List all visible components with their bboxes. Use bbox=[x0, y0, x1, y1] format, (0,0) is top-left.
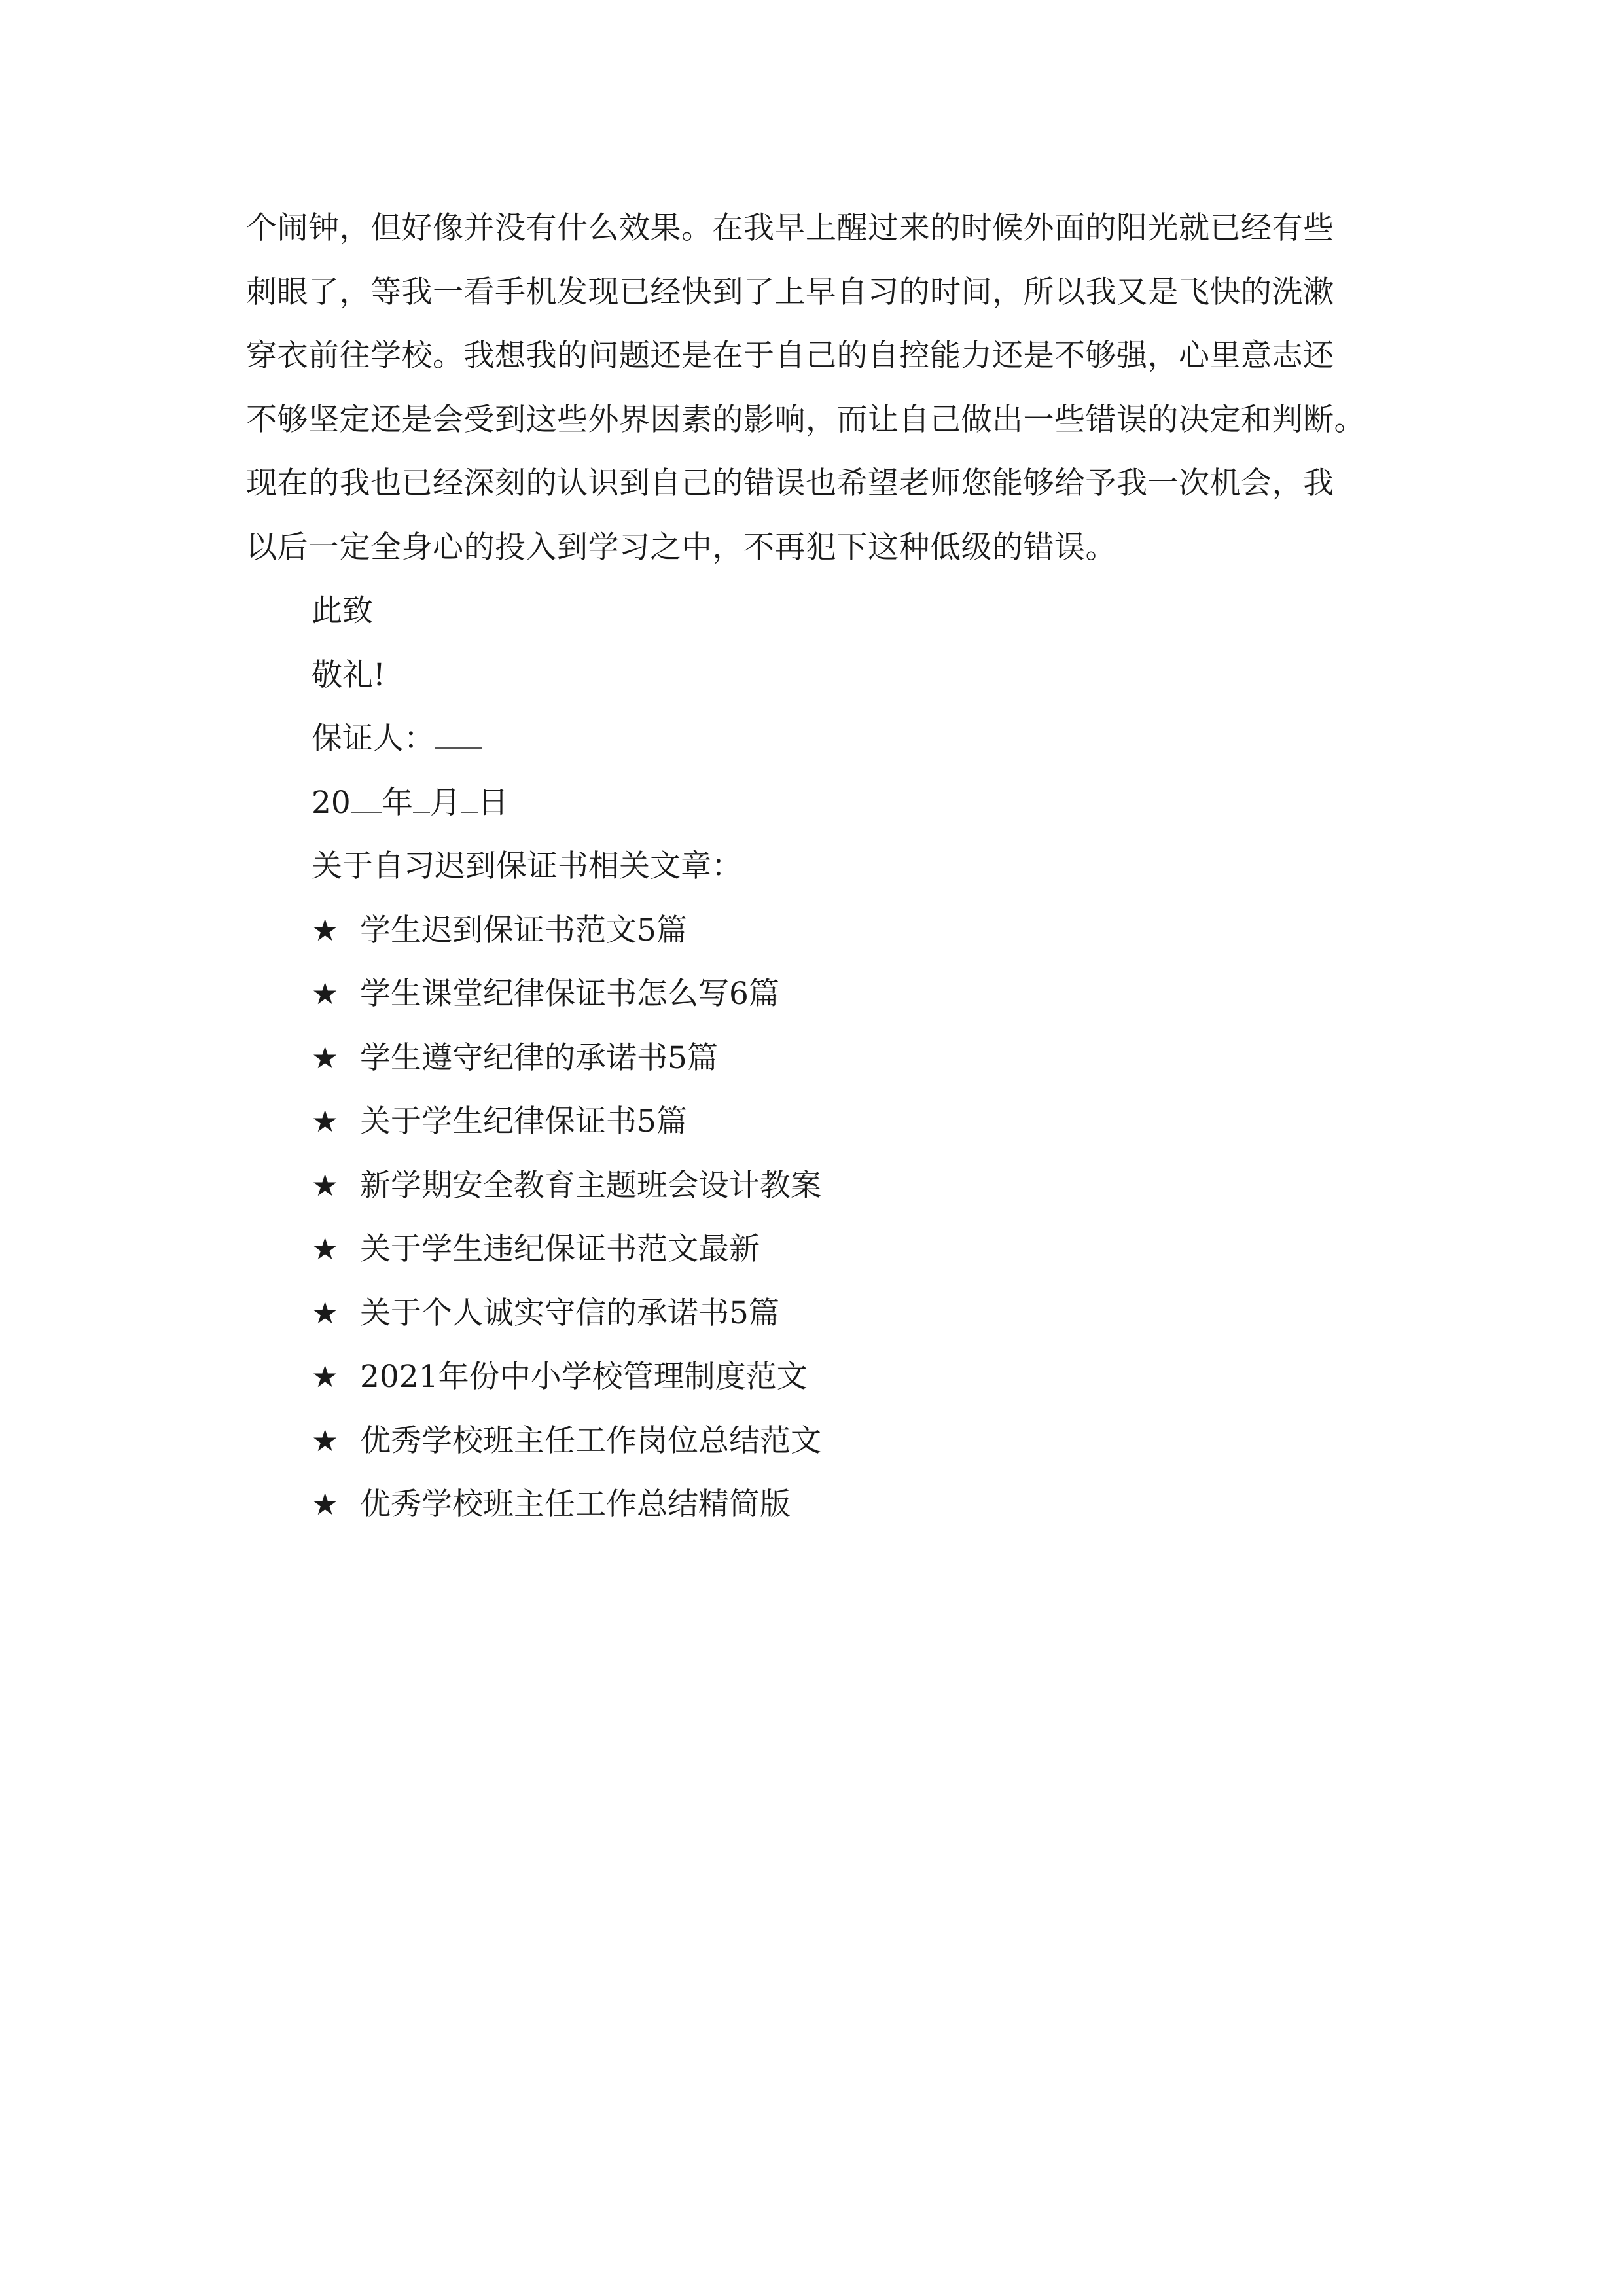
related-article-item[interactable] bbox=[312, 1217, 821, 1282]
related-article-link[interactable]: 学生课堂纪律保证书怎么写6篇 bbox=[360, 976, 779, 1012]
related-articles-list bbox=[312, 899, 821, 1537]
body-line: 以后一定全身心的投入到学习之中，不再犯下这种低级的错误。 bbox=[246, 529, 1116, 565]
date-month: 月 bbox=[429, 784, 461, 821]
related-article-link[interactable]: 优秀学校班主任工作总结精简版 bbox=[360, 1486, 791, 1522]
star-icon: ★ bbox=[312, 1103, 339, 1139]
related-article-item[interactable] bbox=[312, 1473, 821, 1537]
related-article-link[interactable]: 2021年份中小学校管理制度范文 bbox=[360, 1359, 808, 1395]
related-article-link[interactable]: 学生迟到保证书范文5篇 bbox=[360, 912, 687, 948]
salutation-line-1: 此致 bbox=[312, 593, 373, 629]
star-icon: ★ bbox=[312, 1486, 339, 1522]
body-line: 现在的我也已经深刻的认识到自己的错误也希望老师您能够给予我一次机会，我 bbox=[246, 465, 1334, 501]
star-icon: ★ bbox=[312, 976, 339, 1011]
star-icon: ★ bbox=[312, 1295, 339, 1331]
related-heading: 关于自习迟到保证书相关文章： bbox=[312, 848, 742, 884]
related-article-link[interactable]: 优秀学校班主任工作岗位总结范文 bbox=[360, 1422, 821, 1459]
related-article-link[interactable]: 新学期安全教育主题班会设计教案 bbox=[360, 1167, 821, 1204]
body-line: 不够坚定还是会受到这些外界因素的影响，而让自己做出一些错误的决定和判断。 bbox=[246, 401, 1365, 438]
month-blank bbox=[413, 785, 430, 813]
related-article-item[interactable] bbox=[312, 1026, 821, 1090]
salutation-line-2: 敬礼! bbox=[312, 656, 385, 693]
related-article-item[interactable] bbox=[312, 1090, 821, 1154]
star-icon: ★ bbox=[312, 1422, 339, 1458]
date-line bbox=[312, 771, 821, 835]
star-icon: ★ bbox=[312, 912, 339, 948]
related-article-link[interactable]: 关于学生违纪保证书范文最新 bbox=[360, 1231, 760, 1267]
guarantor-blank bbox=[435, 721, 482, 749]
date-day: 日 bbox=[477, 784, 508, 821]
related-article-item[interactable] bbox=[312, 899, 821, 963]
related-article-link[interactable]: 关于学生纪律保证书5篇 bbox=[360, 1103, 687, 1139]
date-year: 年 bbox=[382, 784, 413, 821]
related-article-item[interactable] bbox=[312, 962, 821, 1026]
related-article-item[interactable] bbox=[312, 1345, 821, 1409]
body-line: 个闹钟，但好像并没有什么效果。在我早上醒过来的时候外面的阳光就已经有些 bbox=[246, 210, 1334, 246]
body-line: 刺眼了，等我一看手机发现已经快到了上早自习的时间，所以我又是飞快的洗漱 bbox=[246, 274, 1334, 310]
related-article-item[interactable] bbox=[312, 1409, 821, 1473]
star-icon: ★ bbox=[312, 1231, 339, 1266]
body-line: 穿衣前往学校。我想我的问题还是在于自己的自控能力还是不够强，心里意志还 bbox=[246, 338, 1334, 374]
guarantor-line bbox=[312, 707, 821, 771]
related-article-item[interactable] bbox=[312, 1282, 821, 1346]
star-icon: ★ bbox=[312, 1167, 339, 1203]
related-article-link[interactable]: 关于个人诚实守信的承诺书5篇 bbox=[360, 1295, 779, 1331]
star-icon: ★ bbox=[312, 1039, 339, 1075]
related-article-link[interactable]: 学生遵守纪律的承诺书5篇 bbox=[360, 1039, 718, 1076]
letter-body bbox=[246, 196, 1385, 579]
related-article-item[interactable] bbox=[312, 1154, 821, 1218]
year-blank bbox=[351, 785, 382, 813]
letter-closing bbox=[312, 579, 821, 1537]
day-blank bbox=[461, 785, 478, 813]
guarantor-label: 保证人： bbox=[312, 721, 435, 757]
date-prefix: 20 bbox=[312, 784, 351, 821]
star-icon: ★ bbox=[312, 1359, 339, 1394]
